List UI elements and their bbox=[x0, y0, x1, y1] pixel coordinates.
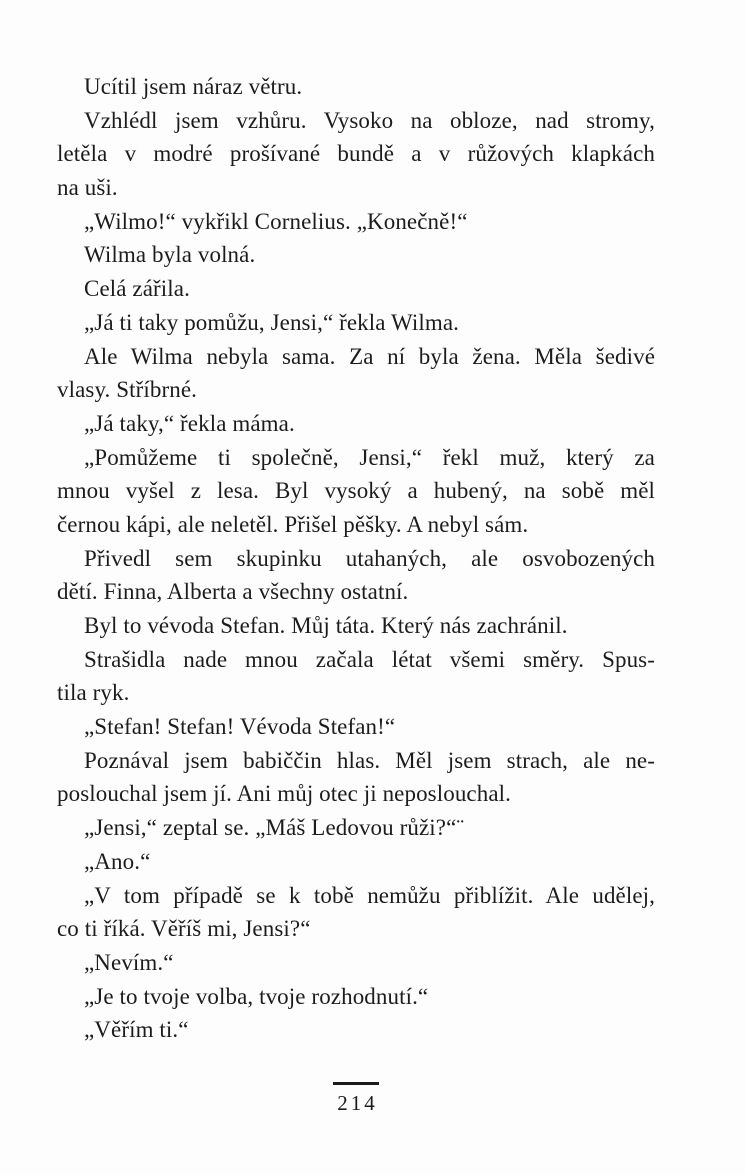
text-line: Celá zářila. bbox=[84, 276, 190, 302]
paragraph bbox=[57, 104, 655, 205]
paragraph bbox=[57, 946, 655, 980]
text-line: „Já ti taky pomůžu, Jensi,“ řekla Wilma. bbox=[84, 309, 460, 335]
text-line: co ti říká. Věříš mi, Jensi?“ bbox=[57, 916, 311, 942]
text-line: „Já taky,“ řekla máma. bbox=[84, 410, 295, 436]
paragraph bbox=[57, 70, 655, 104]
paragraph bbox=[57, 238, 655, 272]
text-line: poslouchal jsem jí. Ani můj otec ji neposlouchal. bbox=[57, 781, 511, 807]
text-line: Ucítil jsem náraz větru. bbox=[84, 74, 303, 99]
text-line: Strašidla nade mnou začala létat všemi směry. Spus- bbox=[84, 646, 655, 672]
paragraph bbox=[57, 980, 655, 1014]
paragraph bbox=[57, 272, 655, 306]
text-line: „Wilmo!“ vykřikl Cornelius. „Konečně!“ bbox=[84, 208, 468, 234]
footer-rule bbox=[333, 1082, 379, 1085]
text-line: mnou vyšel z lesa. Byl vysoký a hubený, na sobě měl bbox=[57, 478, 655, 504]
paragraph bbox=[57, 205, 655, 239]
text-line: „Pomůžeme ti společně, Jensi,“ řekl muž, který za bbox=[84, 444, 655, 470]
paragraph bbox=[57, 643, 655, 710]
paragraph bbox=[57, 811, 655, 845]
paragraph bbox=[57, 306, 655, 340]
text-line: Poznával jsem babiččin hlas. Měl jsem strach, ale ne- bbox=[84, 747, 655, 773]
text-line: Vzhlédl jsem vzhůru. Vysoko na obloze, nad stromy, bbox=[84, 107, 655, 133]
text-line: tila ryk. bbox=[57, 680, 130, 706]
paragraph bbox=[57, 340, 655, 407]
text-line: „Stefan! Stefan! Vévoda Stefan!“ bbox=[84, 714, 396, 740]
text-line: „Jensi,“ zeptal se. „Máš Ledovou růži?“¨ bbox=[84, 815, 465, 841]
text-line: „Ano.“ bbox=[84, 848, 151, 874]
text-line: Byl to vévoda Stefan. Můj táta. Který nás zachránil. bbox=[84, 613, 568, 638]
paragraph bbox=[57, 1013, 655, 1047]
page-text bbox=[57, 70, 655, 1047]
text-line: „V tom případě se k tobě nemůžu přiblížit. Ale udělej, bbox=[84, 882, 655, 908]
text-line: Ale Wilma nebyla sama. Za ní byla žena. Měla šedivé bbox=[84, 343, 655, 369]
paragraph bbox=[57, 609, 655, 643]
text-line: „Věřím ti.“ bbox=[84, 1017, 189, 1043]
text-line: letěla v modré prošívané bundě a v růžových klapkách bbox=[57, 141, 655, 167]
text-line: na uši. bbox=[57, 175, 118, 201]
text-line: černou kápi, ale neletěl. Přišel pěšky. A nebyl sám. bbox=[57, 511, 529, 537]
paragraph bbox=[57, 845, 655, 879]
page-number: 214 bbox=[337, 1091, 378, 1115]
text-line: Wilma byla volná. bbox=[84, 242, 256, 268]
text-line: vlasy. Stříbrné. bbox=[57, 377, 198, 403]
paragraph bbox=[57, 542, 655, 609]
text-line: „Je to tvoje volba, tvoje rozhodnutí.“ bbox=[84, 983, 429, 1009]
text-line: dětí. Finna, Alberta a všechny ostatní. bbox=[57, 579, 409, 605]
paragraph bbox=[57, 407, 655, 441]
text-line: „Nevím.“ bbox=[84, 949, 174, 975]
text-line: Přivedl sem skupinku utahaných, ale osvobozených bbox=[84, 545, 655, 571]
paragraph bbox=[57, 879, 655, 946]
page-footer bbox=[57, 1082, 655, 1116]
paragraph bbox=[57, 441, 655, 542]
paragraph bbox=[57, 744, 655, 811]
paragraph bbox=[57, 710, 655, 744]
